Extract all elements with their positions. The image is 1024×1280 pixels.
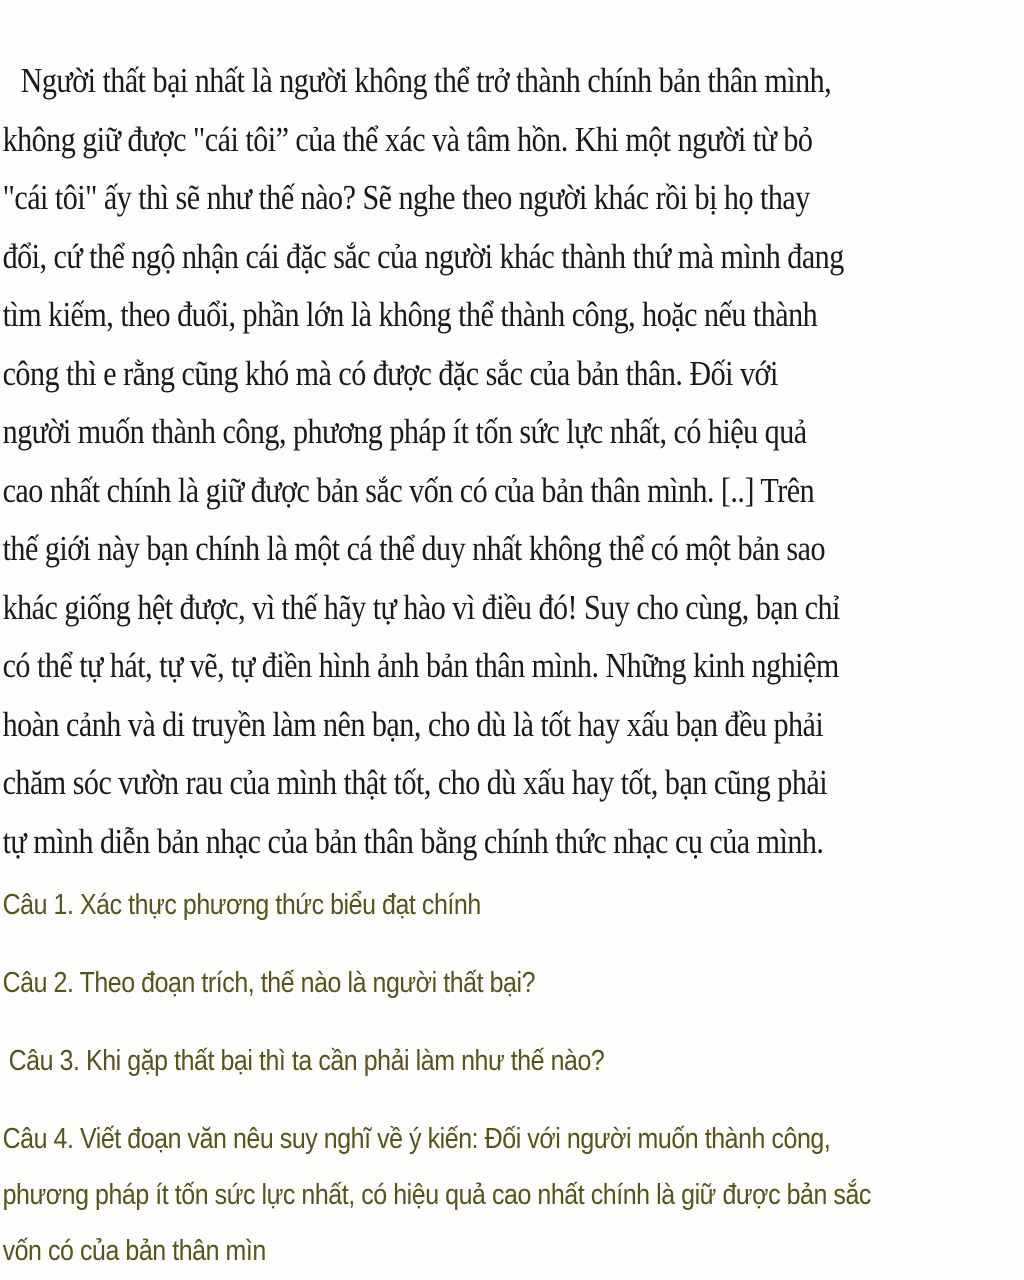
question-4-line: phương pháp ít tốn sức lực nhất, có hiệu quả cao nhất chính là giữ được bản sắc bbox=[2, 1179, 871, 1211]
question-4 bbox=[0, 1111, 1024, 1279]
passage-line: "cái tôi" ấy thì sẽ như thế nào? Sẽ nghe theo người khác rồi bị họ thay bbox=[2, 178, 810, 217]
passage-line: có thể tự hát, tự vẽ, tự điền hình ảnh bản thân mình. Những kinh nghiệm bbox=[2, 646, 839, 685]
question-list bbox=[0, 885, 1024, 1279]
passage-line: chăm sóc vườn rau của mình thật tốt, cho dù xấu hay tốt, bạn cũng phải bbox=[2, 763, 828, 802]
passage-line: tìm kiếm, theo đuổi, phần lớn là không thể thành công, hoặc nếu thành bbox=[2, 295, 818, 334]
question-1: Câu 1. Xác thực phương thức biểu đạt chính bbox=[2, 889, 481, 921]
reading-passage bbox=[0, 52, 1024, 871]
passage-line: cao nhất chính là giữ được bản sắc vốn có của bản thân mình. [..] Trên bbox=[2, 470, 815, 510]
question-4-line: vốn có của bản thân mìn bbox=[2, 1235, 266, 1267]
passage-line: người muốn thành công, phương pháp ít tốn sức lực nhất, có hiệu quả bbox=[2, 412, 807, 451]
passage-line: Người thất bại nhất là người không thể trở thành chính bản thân mình, bbox=[20, 61, 832, 100]
passage-line: đổi, cứ thể ngộ nhận cái đặc sắc của người khác thành thứ mà mình đang bbox=[2, 236, 844, 276]
question-3: Câu 3. Khi gặp thất bại thì ta cần phải làm như thế nào? bbox=[8, 1045, 605, 1077]
passage-line: tự mình diễn bản nhạc của bản thân bằng chính thức nhạc cụ của mình. bbox=[2, 821, 824, 861]
passage-line: thế giới này bạn chính là một cá thể duy nhất không thể có một bản sao bbox=[2, 529, 825, 568]
passage-line: khác giống hệt được, vì thế hãy tự hào vì điều đó! Suy cho cùng, bạn chỉ bbox=[2, 587, 840, 627]
passage-line: không giữ được "cái tôi” của thể xác và tâm hồn. Khi một người từ bỏ bbox=[2, 119, 813, 159]
question-4-line: Câu 4. Viết đoạn văn nêu suy nghĩ về ý kiến: Đối với người muốn thành công, bbox=[2, 1123, 831, 1155]
passage-line: công thì e rằng cũng khó mà có được đặc sắc của bản thân. Đối với bbox=[2, 353, 778, 393]
passage-line: hoàn cảnh và di truyền làm nên bạn, cho dù là tốt hay xấu bạn đều phải bbox=[2, 704, 824, 744]
question-2: Câu 2. Theo đoạn trích, thế nào là người thất bại? bbox=[2, 967, 536, 999]
